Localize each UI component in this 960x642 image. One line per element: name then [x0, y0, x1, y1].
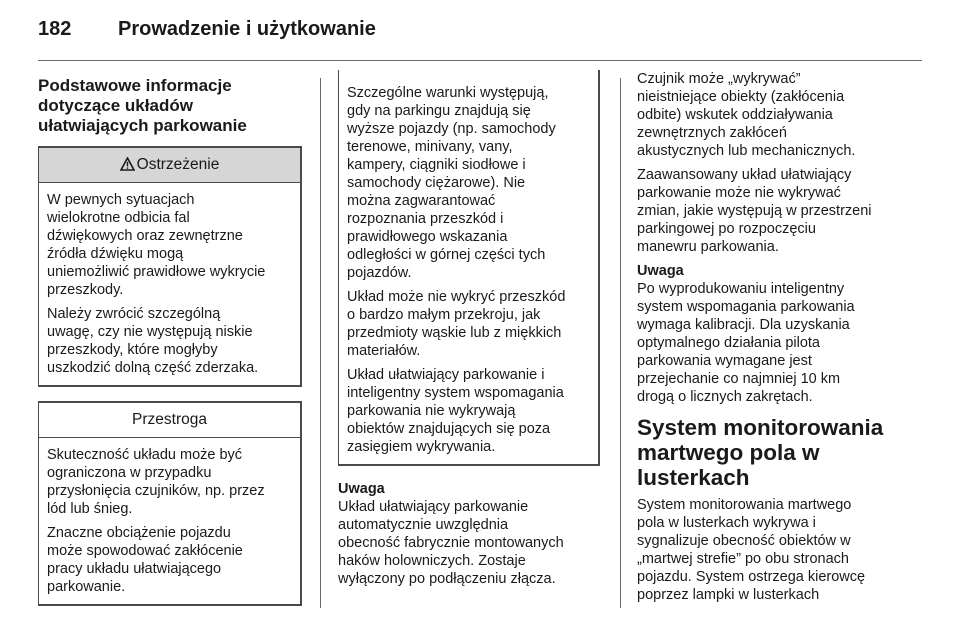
page-number: 182: [38, 18, 72, 40]
continued-warning-body: [339, 70, 598, 464]
caution-box-header: Przestroga: [39, 403, 300, 438]
warning-paragraph-1: W pewnych sytuacjach wielokrotne odbicia fal dźwiękowych oraz zewnętrzne źródła dźwięku mogą uniemożliwić prawidłowe wykrycie przeszkody.: [47, 192, 266, 298]
section-heading-parking-basics: Podstawowe informacje dotyczące układów ułatwiających parkowanie: [38, 76, 247, 135]
warning-triangle-icon: [120, 150, 135, 184]
warning-box-title: Ostrzeżenie: [136, 156, 220, 173]
paragraph-blind-spot: System monitorowania martwego pola w lusterkach wykrywa i sygnalizuje obecność obiektów w „martwej strefie” po obu stronach pojazdu. System ostrzega kierowcę poprzez lampki w lusterkach: [637, 497, 866, 603]
paragraph-advanced-parking: Zaawansowany układ ułatwiający parkowanie może nie wykrywać zmian, jakie występują w przestrzeni parkingowej po rozpoczęciu manewru parkowania.: [637, 167, 872, 255]
note-block-towbar: [338, 480, 600, 588]
note-label: Uwaga: [338, 481, 385, 497]
warning-paragraph-2: Należy zwrócić szczególną uwagę, czy nie występują niskie przeszkody, które mogłyby uszkodzić dolną część zderzaka.: [47, 306, 259, 376]
continued-warning-box: [338, 70, 600, 466]
continued-paragraph-1: Szczególne warunki występują, gdy na parkingu znajdują się wyższe pojazdy (np. samochody terenowe, minivany, vany, kampery, ciągniki siodłowe i samochody ciężarowe). Nie można zagwarantować rozpoznania przeszkód i prawidłowego wskazania odległości w górnej części tych pojazdów.: [347, 85, 556, 281]
column-1: [38, 70, 302, 620]
caution-box-body: [39, 438, 300, 604]
warning-box: [38, 146, 302, 387]
caution-paragraph-1: Skuteczność układu może być ograniczona w przypadku przysłonięcia czujników, np. przez lód lub śnieg.: [47, 447, 265, 517]
warning-box-body: [39, 183, 300, 385]
paragraph-false-detection: Czujnik może „wykrywać” nieistniejące obiekty (zakłócenia odbite) wskutek oddziaływania zewnętrznych zakłóceń akustycznych lub mechanicznych.: [637, 71, 856, 159]
note-paragraph: Układ ułatwiający parkowanie automatycznie uwzględnia obecność fabrycznie montowanych haków holowniczych. Zostaje wyłączony po podłączeniu złącza.: [338, 499, 564, 587]
warning-box-header: [39, 148, 300, 183]
page-title: Prowadzenie i użytkowanie: [118, 18, 376, 40]
caution-box: [38, 401, 302, 606]
header-rule: [38, 60, 922, 61]
column-divider-2: [620, 78, 621, 608]
page-header: [38, 12, 922, 52]
section-heading-blind-spot: System monitorowania martwego pola w lusterkach: [637, 415, 884, 490]
continued-paragraph-3: Układ ułatwiający parkowanie i inteligentny system wspomagania parkowania nie wykrywają obiektów znajdujących się poza zasięgiem wykrywania.: [347, 367, 564, 455]
note-block-calibration: [637, 262, 923, 406]
column-divider-1: [320, 78, 321, 608]
caution-paragraph-2: Znaczne obciążenie pojazdu może spowodować zakłócenie pracy układu ułatwiającego parkowanie.: [47, 525, 243, 595]
column-2: [338, 70, 600, 597]
note-label: Uwaga: [637, 263, 684, 279]
continued-paragraph-2: Układ może nie wykryć przeszkód o bardzo małym przekroju, jak przedmioty wąskie lub z miękkich materiałów.: [347, 289, 566, 359]
note-paragraph: Po wyprodukowaniu inteligentny system wspomagania parkowania wymaga kalibracji. Dla uzyskania optymalnego działania pilota parkowania wymagane jest przejechanie co najmniej 10 km drogą o licznych zakrętach.: [637, 281, 855, 405]
column-3: [637, 70, 923, 613]
